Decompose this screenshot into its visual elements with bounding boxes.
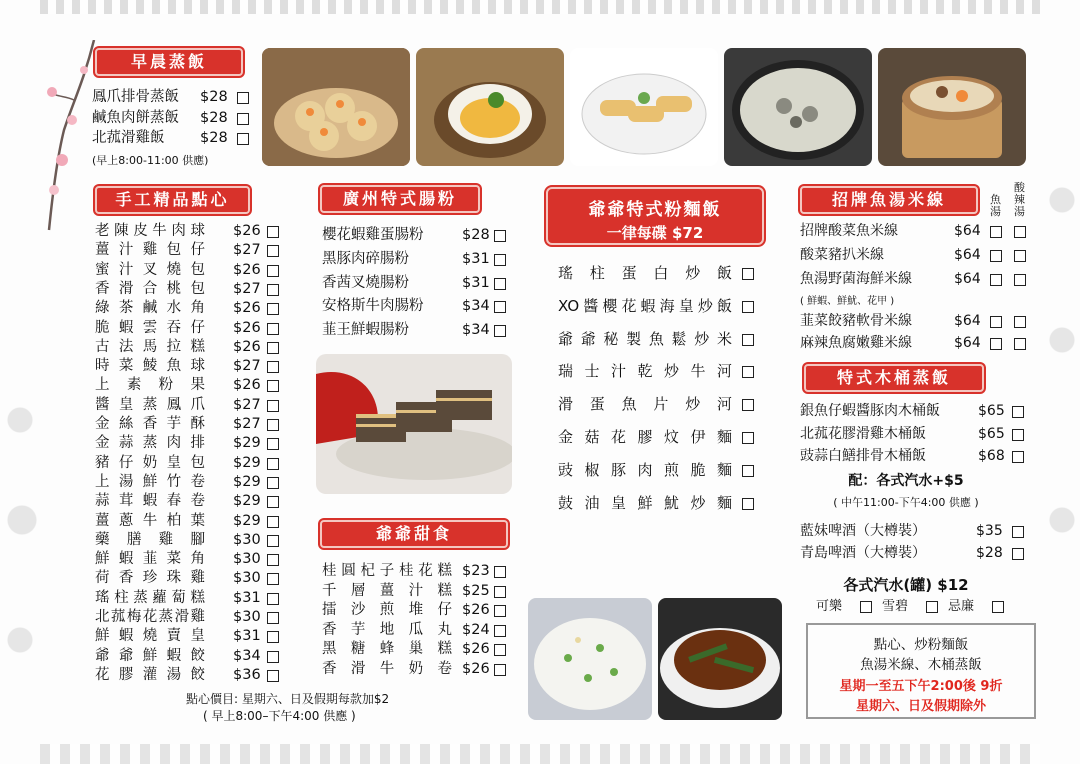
bucket-rice-image	[878, 48, 1026, 166]
promo-line-2: 魚湯米線、木桶蒸飯	[860, 657, 982, 673]
soda-checkbox[interactable]	[926, 601, 938, 613]
breakfast-title: 早晨蒸飯	[95, 48, 243, 76]
item-price: $34	[233, 647, 261, 664]
item-name: 千層薑汁糕	[322, 582, 452, 599]
item-name: 金絲香芋酥	[95, 416, 205, 432]
bucket-title: 特式木桶蒸飯	[804, 364, 984, 392]
beef-noodles-image	[658, 598, 782, 720]
cloud-pattern-right	[1044, 140, 1080, 740]
order-checkbox[interactable]	[742, 432, 754, 444]
item-price: $36	[233, 666, 261, 683]
order-checkbox[interactable]	[742, 498, 754, 510]
item-price: $26	[462, 602, 490, 619]
soda-name: 可樂	[816, 599, 843, 614]
item-name: 韮王鮮蝦腸粉	[322, 322, 409, 339]
item-price: $26	[462, 641, 490, 658]
item-name: 爺爺鮮蝦餃	[95, 647, 205, 664]
item-price: $26	[462, 661, 490, 677]
item-name: 鹹魚肉餅蒸飯	[92, 109, 179, 126]
item-name: 蒜茸蝦春卷	[95, 493, 205, 510]
menu-item-row	[322, 621, 510, 640]
item-name: 鮮蝦韮菜角	[95, 551, 205, 568]
photo-fish-soup	[724, 48, 872, 166]
order-checkbox[interactable]	[267, 477, 279, 489]
menu-item-row	[95, 396, 283, 415]
menu-item-row	[800, 544, 1028, 563]
menu-item-row	[95, 299, 283, 318]
soda-name: 忌廉	[948, 599, 975, 614]
menu-item-row	[800, 522, 1028, 541]
item-name: 爺爺秘製魚鬆炒米	[558, 329, 732, 348]
item-name: 豉蒜白鱔排骨木桶飯	[800, 448, 926, 464]
soup-item-row	[800, 222, 1030, 241]
order-checkbox[interactable]	[494, 278, 506, 290]
menu-item-row	[92, 109, 253, 128]
fish-soup-checkbox[interactable]	[990, 226, 1002, 238]
photo-beef-noodles	[658, 598, 782, 720]
order-checkbox[interactable]	[494, 566, 506, 578]
noodle-item-row	[558, 395, 758, 414]
order-checkbox[interactable]	[494, 325, 506, 337]
photo-rice-rolls	[570, 48, 718, 166]
menu-item-row	[95, 550, 283, 569]
order-checkbox[interactable]	[237, 92, 249, 104]
item-name: 鳳爪排骨蒸飯	[92, 89, 179, 105]
item-price: $65	[978, 425, 1005, 442]
order-checkbox[interactable]	[267, 361, 279, 373]
menu-item-row	[800, 447, 1028, 466]
item-price: $27	[233, 358, 261, 375]
siumai-image	[262, 48, 410, 166]
menu-item-row	[95, 261, 283, 280]
fish-soup-checkbox[interactable]	[990, 338, 1002, 350]
order-checkbox[interactable]	[267, 651, 279, 663]
soup-item-row	[800, 312, 1030, 331]
order-checkbox[interactable]	[237, 133, 249, 145]
order-checkbox[interactable]	[267, 245, 279, 257]
item-name: 韮菜餃豬軟骨米線	[800, 313, 912, 329]
dimsum-price-note: 點心價目: 星期六、日及假期每款加$2	[186, 692, 390, 706]
item-price: $64	[954, 313, 981, 329]
menu-item-row	[322, 660, 510, 679]
order-checkbox[interactable]	[494, 301, 506, 313]
item-price: $68	[978, 448, 1005, 464]
item-name: 香茜叉燒腸粉	[322, 274, 409, 291]
item-name: 蜜汁叉燒包	[95, 261, 205, 278]
item-name: 黑豚肉碎腸粉	[322, 250, 409, 267]
item-name: 香滑牛奶卷	[322, 661, 452, 677]
rice-roll-image	[570, 48, 718, 166]
menu-item-row	[95, 531, 283, 550]
order-checkbox[interactable]	[1012, 429, 1024, 441]
menu-item-row	[95, 666, 283, 685]
order-checkbox[interactable]	[267, 670, 279, 682]
item-price: $64	[954, 223, 981, 239]
photo-fried-rice	[528, 598, 652, 720]
bucket-hours: ( 中午11:00-下午4:00 供應 )	[833, 496, 979, 509]
menu-item-row	[95, 434, 283, 453]
order-checkbox[interactable]	[267, 496, 279, 508]
noodles-title: 爺爺特式粉麵飯	[588, 200, 722, 220]
noodle-item-row	[558, 428, 758, 447]
item-name: 北菰花膠滑雞木桶飯	[800, 425, 926, 442]
menu-item-row	[322, 226, 510, 245]
noodle-item-row	[558, 297, 758, 316]
menu-item-row	[322, 297, 510, 316]
menu-item-row	[322, 321, 510, 340]
soda-option	[816, 597, 880, 616]
item-name: 豬仔奶皇包	[95, 454, 205, 471]
item-name: 北菰梅花蒸滑雞	[95, 609, 205, 625]
fish-soup-checkbox[interactable]	[990, 250, 1002, 262]
order-checkbox[interactable]	[267, 554, 279, 566]
noodle-item-row	[558, 264, 758, 283]
item-name: 藍妹啤酒（大樽裝）	[800, 523, 926, 539]
order-checkbox[interactable]	[267, 535, 279, 547]
soda-option	[948, 597, 1012, 616]
menu-item-row	[95, 608, 283, 627]
menu-item-row	[322, 274, 510, 293]
order-checkbox[interactable]	[494, 625, 506, 637]
menu-item-row	[322, 562, 510, 581]
noodle-item-row	[558, 362, 758, 381]
soda-name: 雪碧	[882, 599, 909, 614]
item-price: $31	[233, 589, 261, 606]
menu-item-row	[95, 473, 283, 492]
item-price: $30	[233, 570, 261, 587]
item-price: $27	[233, 242, 261, 259]
item-price: $30	[233, 551, 261, 568]
menu-item-row	[95, 589, 283, 608]
item-price: $28	[462, 227, 490, 243]
item-name: 薑蔥牛柏葉	[95, 512, 205, 529]
item-price: $23	[462, 563, 490, 579]
menu-item-row	[92, 88, 253, 107]
order-checkbox[interactable]	[267, 284, 279, 296]
item-name: XO醬櫻花蝦海皇炒飯	[558, 296, 732, 315]
chicken-rice-image	[416, 48, 564, 166]
order-checkbox[interactable]	[1012, 451, 1024, 463]
item-price: $28	[976, 545, 1003, 561]
item-name: 荷香珍珠雞	[95, 570, 205, 587]
item-price: $35	[976, 523, 1003, 539]
item-price: $24	[462, 621, 490, 638]
noodles-subtitle: 一律每碟 $72	[606, 224, 704, 242]
menu-item-row	[95, 454, 283, 473]
item-name: 薑汁雞包仔	[95, 242, 205, 259]
item-price: $27	[233, 416, 261, 432]
order-checkbox[interactable]	[494, 644, 506, 656]
item-name: 青島啤酒（大樽裝）	[800, 545, 926, 561]
item-name: 古法馬拉糕	[95, 338, 205, 355]
menu-item-row	[95, 376, 283, 395]
item-name: 藥膳雞腳	[95, 531, 205, 548]
top-border-pattern	[40, 0, 1040, 14]
soup-title: 招牌魚湯米線	[800, 186, 978, 214]
item-name: 花膠灌湯餃	[95, 666, 205, 683]
item-name: 安格斯牛肉腸粉	[322, 298, 424, 315]
order-checkbox[interactable]	[494, 586, 506, 598]
menu-item-row	[95, 222, 283, 241]
item-price: $26	[233, 300, 261, 317]
soup-item-row	[800, 334, 1030, 353]
order-checkbox[interactable]	[267, 342, 279, 354]
soup-item-row	[800, 246, 1030, 265]
item-name: 鮮蝦燒賣皇	[95, 628, 205, 645]
item-price: $27	[233, 396, 261, 413]
item-price: $64	[954, 247, 981, 263]
photo-layer-cake	[316, 354, 512, 494]
order-checkbox[interactable]	[267, 612, 279, 624]
item-name: 酸菜豬扒米線	[800, 247, 884, 263]
menu-item-row	[95, 647, 283, 666]
fish-soup-checkbox[interactable]	[990, 274, 1002, 286]
item-price: $26	[233, 223, 261, 239]
soda-checkbox[interactable]	[860, 601, 872, 613]
item-price: $34	[462, 322, 490, 339]
item-price: $29	[233, 512, 261, 529]
noodle-item-row	[558, 461, 758, 480]
item-name: 瑞士汁乾炒牛河	[558, 362, 732, 381]
bottom-border-pattern	[40, 744, 1040, 764]
sour-spicy-checkbox[interactable]	[1014, 274, 1026, 286]
item-price: $26	[233, 319, 261, 336]
item-name: 鼓油皇鮮魷炒麵	[558, 493, 732, 512]
item-name: 魚湯野菌海鮮米線	[800, 271, 912, 287]
fish-soup-checkbox[interactable]	[990, 316, 1002, 328]
menu-item-row	[95, 415, 283, 434]
item-price: $28	[200, 130, 228, 146]
bucket-drink-note: 配：各式汽水+$5	[848, 473, 964, 489]
item-price: $64	[954, 335, 981, 351]
soup-col-sour: 酸辣湯	[1014, 181, 1025, 218]
promo-line-1: 點心、炒粉麵飯	[873, 637, 969, 653]
item-name: 豉椒豚肉煎脆麵	[558, 460, 732, 479]
noodle-item-row	[558, 330, 758, 349]
order-checkbox[interactable]	[267, 265, 279, 277]
order-checkbox[interactable]	[267, 593, 279, 605]
order-checkbox[interactable]	[267, 458, 279, 470]
item-name: 上素粉果	[95, 377, 205, 394]
order-checkbox[interactable]	[267, 323, 279, 335]
order-checkbox[interactable]	[494, 664, 506, 676]
item-price: $26	[233, 377, 261, 394]
item-name: 櫻花蝦雞蛋腸粉	[322, 227, 424, 243]
item-name: 時菜鯪魚球	[95, 358, 205, 375]
order-checkbox[interactable]	[267, 573, 279, 585]
order-checkbox[interactable]	[742, 465, 754, 477]
order-checkbox[interactable]	[742, 399, 754, 411]
menu-item-row	[322, 640, 510, 659]
item-price: $31	[233, 628, 261, 645]
menu-item-row	[95, 338, 283, 357]
order-checkbox[interactable]	[267, 400, 279, 412]
menu-item-row	[95, 357, 283, 376]
item-name: 脆蝦雲吞仔	[95, 319, 205, 336]
item-name: 黑糖蜂巢糕	[322, 641, 452, 658]
item-price: $30	[233, 609, 261, 625]
item-price: $26	[233, 338, 261, 355]
sour-spicy-checkbox[interactable]	[1014, 316, 1026, 328]
order-checkbox[interactable]	[1012, 406, 1024, 418]
order-checkbox[interactable]	[1012, 526, 1024, 538]
item-price: $28	[200, 109, 228, 126]
promo-line-4: 星期六、日及假期除外	[855, 699, 986, 714]
fish-soup-image	[724, 48, 872, 166]
item-price: $31	[462, 250, 490, 267]
order-checkbox[interactable]	[267, 303, 279, 315]
promo-line-3: 星期一至五下午2:00後 9折	[839, 679, 1003, 694]
menu-item-row	[95, 569, 283, 588]
menu-item-row	[322, 250, 510, 269]
noodles-banner	[546, 187, 764, 245]
order-checkbox[interactable]	[494, 230, 506, 242]
sour-spicy-checkbox[interactable]	[1014, 250, 1026, 262]
soup-note: ( 鮮蝦、鮮魷、花甲 )	[800, 296, 895, 307]
item-name: 金蒜蒸肉排	[95, 435, 205, 452]
item-price: $31	[462, 274, 490, 291]
menu-item-row	[800, 402, 1028, 421]
photo-steamed-chicken	[416, 48, 564, 166]
soup-col-fish: 魚湯	[990, 193, 1001, 218]
dimsum-title: 手工精品點心	[95, 186, 250, 214]
item-name: 桂圓杞子桂花糕	[322, 563, 452, 579]
menu-item-row	[92, 129, 253, 148]
item-price: $34	[462, 298, 490, 315]
item-price: $29	[233, 435, 261, 452]
item-price: $65	[978, 403, 1005, 419]
item-price: $25	[462, 582, 490, 599]
item-name: 綠茶鹹水角	[95, 300, 205, 317]
dimsum-hours: ( 早上8:00–下午4:00 供應 )	[203, 709, 356, 723]
sour-spicy-checkbox[interactable]	[1014, 338, 1026, 350]
order-checkbox[interactable]	[267, 226, 279, 238]
soda-title: 各式汽水(罐) $12	[843, 576, 969, 594]
item-name: 上湯鮮竹卷	[95, 473, 205, 490]
order-checkbox[interactable]	[742, 334, 754, 346]
promo-box	[806, 623, 1036, 719]
order-checkbox[interactable]	[237, 113, 249, 125]
item-name: 醬皇蒸鳳爪	[95, 396, 205, 413]
item-price: $29	[233, 493, 261, 510]
order-checkbox[interactable]	[494, 605, 506, 617]
menu-item-row	[95, 241, 283, 260]
item-price: $27	[233, 280, 261, 297]
item-price: $29	[233, 473, 261, 490]
soda-option	[882, 597, 946, 616]
order-checkbox[interactable]	[742, 268, 754, 280]
menu-item-row	[322, 582, 510, 601]
item-name: 滑蛋魚片炒河	[558, 395, 732, 414]
menu-item-row	[95, 319, 283, 338]
item-name: 香滑合桃包	[95, 280, 205, 297]
fried-rice-image	[528, 598, 652, 720]
noodle-item-row	[558, 494, 758, 513]
order-checkbox[interactable]	[742, 366, 754, 378]
soup-item-row	[800, 270, 1030, 289]
photo-bucket-rice	[878, 48, 1026, 166]
layer-cake-image	[316, 354, 512, 494]
menu-item-row	[95, 492, 283, 511]
item-price: $64	[954, 271, 981, 287]
menu-item-row	[95, 280, 283, 299]
order-checkbox[interactable]	[1012, 548, 1024, 560]
item-name: 香芋地瓜丸	[322, 621, 452, 638]
item-name: 老陳皮牛肉球	[95, 223, 205, 239]
item-name: 招牌酸菜魚米線	[800, 223, 898, 239]
menu-item-row	[95, 512, 283, 531]
menu-item-row	[95, 627, 283, 646]
item-name: 銀魚仔蝦醬豚肉木桶飯	[800, 403, 940, 419]
item-price: $30	[233, 531, 261, 548]
soda-checkbox[interactable]	[992, 601, 1004, 613]
item-name: 金菇花膠炆伊麵	[558, 428, 732, 446]
breakfast-hours: (早上8:00-11:00 供應)	[92, 154, 209, 167]
order-checkbox[interactable]	[494, 254, 506, 266]
cloud-pattern-left	[0, 380, 44, 764]
item-name: 北菰滑雞飯	[92, 130, 165, 146]
order-checkbox[interactable]	[742, 301, 754, 313]
sour-spicy-checkbox[interactable]	[1014, 226, 1026, 238]
item-price: $28	[200, 89, 228, 105]
order-checkbox[interactable]	[267, 438, 279, 450]
order-checkbox[interactable]	[267, 380, 279, 392]
item-name: 麻辣魚腐嫩雞米線	[800, 335, 912, 351]
item-name: 瑤柱蛋白炒飯	[558, 264, 732, 282]
dessert-title: 爺爺甜食	[320, 520, 508, 548]
item-name: 擂沙煎堆仔	[322, 602, 452, 619]
order-checkbox[interactable]	[267, 419, 279, 431]
item-price: $26	[233, 261, 261, 278]
item-price: $29	[233, 454, 261, 471]
photo-siumai	[262, 48, 410, 166]
menu-item-row	[322, 601, 510, 620]
cheung-title: 廣州特式腸粉	[320, 185, 480, 213]
menu-item-row	[800, 425, 1028, 444]
order-checkbox[interactable]	[267, 516, 279, 528]
order-checkbox[interactable]	[267, 631, 279, 643]
item-name: 瑤柱蒸蘿蔔糕	[95, 589, 205, 606]
